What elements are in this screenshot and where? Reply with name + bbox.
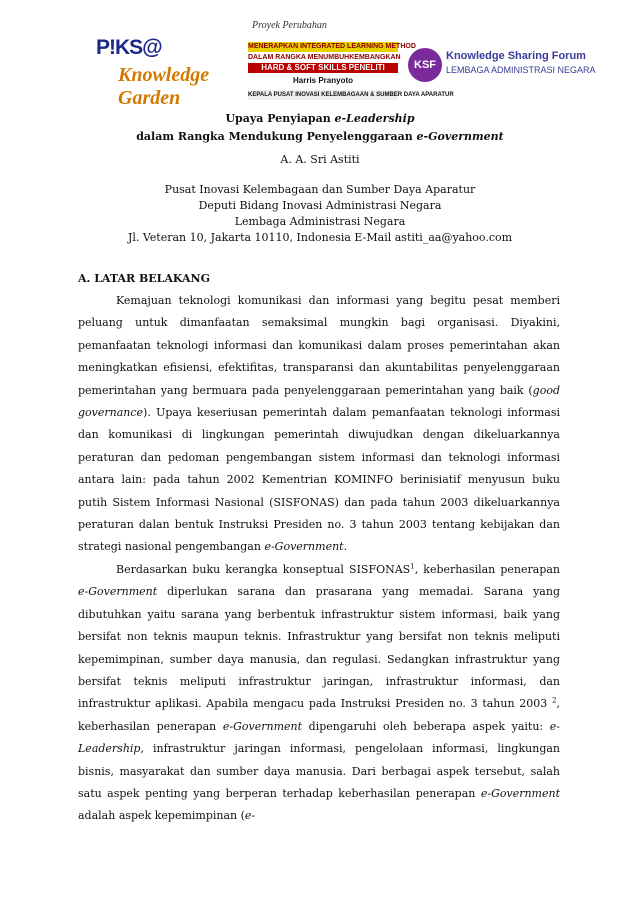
title-line-1: Upaya Penyiapan e-Leadership xyxy=(225,112,415,125)
header-logos xyxy=(88,20,596,109)
footnote-ref: 1 xyxy=(410,562,415,571)
author-name: A. A. Sri Astiti xyxy=(280,153,360,166)
affiliation-line: Pusat Inovasi Kelembagaan dan Sumber Daya Aparatur xyxy=(164,183,476,196)
affiliation-line: Jl. Veteran 10, Jakarta 10110, Indonesia E-Mail astiti_aa@yahoo.com xyxy=(127,231,513,244)
section-heading: A. LATAR BELAKANG xyxy=(78,272,210,285)
body-text xyxy=(78,290,560,828)
knowledge-sharing-forum-logo xyxy=(408,46,596,86)
logo-band-2: DALAM RANGKA MENUMBUHKEMBANGKAN xyxy=(248,54,401,61)
piks-logo-text: P!KS@ xyxy=(96,36,162,59)
piks-knowledge-garden-logo xyxy=(88,34,230,109)
affiliation-line: Deputi Bidang Inovasi Administrasi Negara xyxy=(198,199,442,212)
ksf-logo-subtitle: LEMBAGA ADMINISTRASI NEGARA xyxy=(446,65,596,75)
logo-band-4: Harris Pranyoto xyxy=(248,76,398,86)
ksf-logo-title: Knowledge Sharing Forum xyxy=(446,50,586,62)
logo-band-5: KEPALA PUSAT INOVASI KELEMBAGAAN & SUMBER DAYA APARATUR xyxy=(248,92,454,98)
proyek-perubahan-label: Proyek Perubahan xyxy=(252,20,327,31)
paragraph-1: Kemajuan teknologi komunikasi dan informasi yang begitu pesat memberi peluang untuk dimanfaatan semaksimal mungkin bagi organisasi. Diyakini, pemanfaatan teknologi informasi dan komunikasi dalam proses pemerintahan akan meningkatkan efisiensi, efektifitas, transparansi dan akuntabilitas penyelenggaraan pemerintahan yang bermuara pada penyelenggaraan pemerintahan yang baik (good governance). Upaya keseriusan pemerintah dalam pemanfaatan teknologi informasi dan komunikasi di lingkungan pemerintah diwujudkan dengan dikeluarkannya peraturan dan pedoman pengembangan sistem informasi dan teknologi informasi antara lain: pada tahun 2002 Kementrian KOMINFO berinisiatif menyusun buku putih Sistem Informasi Nasional (SISFONAS) dan pada tahun 2003 dikeluarkannya peraturan dalan bentuk Instruksi Presiden no. 3 tahun 2003 tentang kebijakan dan strategi nasional pengembangan e-Government. xyxy=(78,294,560,554)
paragraph-2: Berdasarkan buku kerangka konseptual SISFONAS$^1$, keberhasilan penerapan e-Government diperlukan sarana dan prasarana yang memadai. Sarana yang dibutuhkan yaitu sarana yang berbentuk infrastruktur sistem informasi, baik yang bersifat non teknis maupun teknis. Infrastruktur yang bersifat non teknis meliputi kepemimpinan, sumber daya manusia, dan regulasi. Sedangkan infrastruktur yang bersifat teknis meliputi infrastruktur jaringan, infrastruktur informasi, dan infrastruktur aplikasi. Apabila mengacu pada Instruksi Presiden no. 3 tahun 2003 $^2$, keberhasilan penerapan e-Government dipengaruhi oleh beberapa aspek yaitu: e-Leadership, infrastruktur jaringan informasi, pengelolaan informasi, lingkungan bisnis, masyarakat dan sumber daya manusia. Dari berbagai aspek tersebut, salah satu aspek penting yang berperan terhadap keberhasilan penerapan e-Government adalah aspek kepemimpinan (e- xyxy=(78,562,561,823)
ksf-badge-icon: KSF xyxy=(408,48,442,82)
logo-band-3: HARD & SOFT SKILLS PENELITI xyxy=(248,63,398,73)
footnote-ref: 2 xyxy=(552,696,557,705)
title-line-2: dalam Rangka Mendukung Penyelenggaraan e-Government xyxy=(136,130,504,143)
paper-title xyxy=(72,110,568,146)
logo-band-1: MENERAPKAN INTEGRATED LEARNING METHOD xyxy=(248,43,416,50)
affiliation-line: Lembaga Administrasi Negara xyxy=(234,215,406,228)
knowledge-garden-logo-text: Knowledge Garden xyxy=(118,64,210,109)
author-affiliation xyxy=(72,182,568,246)
